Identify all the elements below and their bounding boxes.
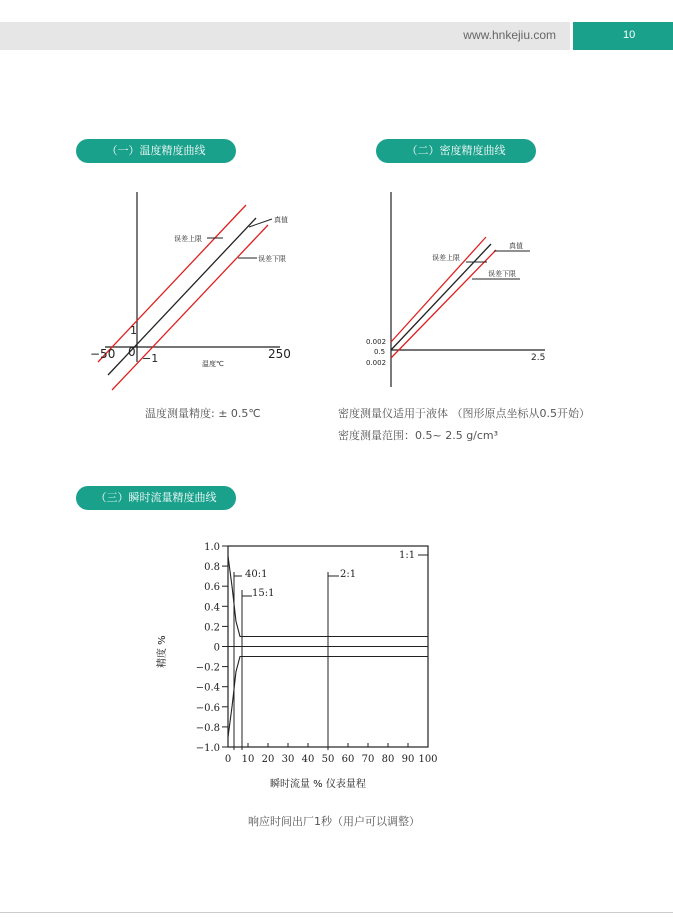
x-tick-label: 80 <box>381 754 395 765</box>
temp-label-upper: 误差上限 <box>174 235 202 243</box>
x-tick-label: 70 <box>361 754 375 765</box>
flow-y-label: 精度 % <box>157 635 168 668</box>
density-caption-2: 密度测量范围：0.5~ 2.5 g/cm³ <box>338 429 499 442</box>
x-tick-label: 100 <box>418 754 438 765</box>
x-tick-label: 50 <box>321 754 335 765</box>
y-tick-label: 0 <box>213 642 220 654</box>
y-tick-label: −0.6 <box>195 702 220 714</box>
temp-axis-label: 温度℃ <box>202 360 224 368</box>
temp-caption: 温度测量精度: ± 0.5℃ <box>145 407 261 420</box>
temp-tick-xmax: 250 <box>268 347 291 361</box>
temp-tick-yneg: −1 <box>142 352 159 365</box>
ratio-40-label: 40:1 <box>245 569 268 580</box>
density-caption-1: 密度测量仪适用于液体 （图形原点坐标从0.5开始） <box>338 407 590 420</box>
footer-rule <box>0 912 673 913</box>
site-url[interactable]: www.hnkejiu.com <box>463 28 556 42</box>
density-label-true: 真值 <box>509 242 523 250</box>
x-tick-label: 60 <box>341 754 355 765</box>
y-tick-label: −0.8 <box>195 722 220 734</box>
temp-tick-xmin: −50 <box>90 347 116 361</box>
x-tick-label: 0 <box>224 754 232 765</box>
page-number: 10 <box>623 29 636 41</box>
y-tick-label: 0.6 <box>204 582 220 594</box>
section-title-flow: （三）瞬时流量精度曲线 <box>76 486 236 510</box>
temp-label-true: 真值 <box>274 216 288 224</box>
density-tick-x-end: 2.5 <box>531 353 546 363</box>
y-tick-label: 0.8 <box>204 562 220 574</box>
x-tick-label: 10 <box>241 754 255 765</box>
flow-x-label: 瞬时流量 % 仪表量程 <box>270 779 366 790</box>
y-tick-label: −0.4 <box>195 682 220 694</box>
density-tick-y-top: 0.002 <box>366 338 387 346</box>
x-tick-label: 30 <box>281 754 295 765</box>
ratio-11-label: 1:1 <box>399 550 416 561</box>
x-tick-label: 20 <box>261 754 275 765</box>
temp-tick-ypos: 1 <box>130 324 137 337</box>
section-title-density: （二）密度精度曲线 <box>376 139 536 163</box>
density-label-lower: 误差下限 <box>488 270 516 278</box>
density-tick-y-bot: 0.002 <box>366 359 387 367</box>
flow-caption: 响应时间出厂1秒（用户可以调整） <box>248 815 420 828</box>
section-title-temperature: （一）温度精度曲线 <box>76 139 236 163</box>
y-tick-label: −0.2 <box>195 662 220 674</box>
ratio-15-label: 15:1 <box>252 588 275 599</box>
ratio-2-label: 2:1 <box>340 569 357 580</box>
density-tick-y-mid: 0.5 <box>374 348 386 356</box>
y-tick-label: 1.0 <box>204 542 220 553</box>
x-tick-label: 40 <box>301 754 315 765</box>
y-tick-label: −1.0 <box>195 743 220 754</box>
y-tick-label: 0.2 <box>204 622 220 634</box>
y-tick-label: 0.4 <box>204 602 220 614</box>
x-tick-label: 90 <box>401 754 415 765</box>
density-label-upper: 误差上限 <box>432 254 460 262</box>
temp-label-lower: 误差下限 <box>258 255 286 263</box>
temp-tick-zero: 0 <box>128 345 136 359</box>
